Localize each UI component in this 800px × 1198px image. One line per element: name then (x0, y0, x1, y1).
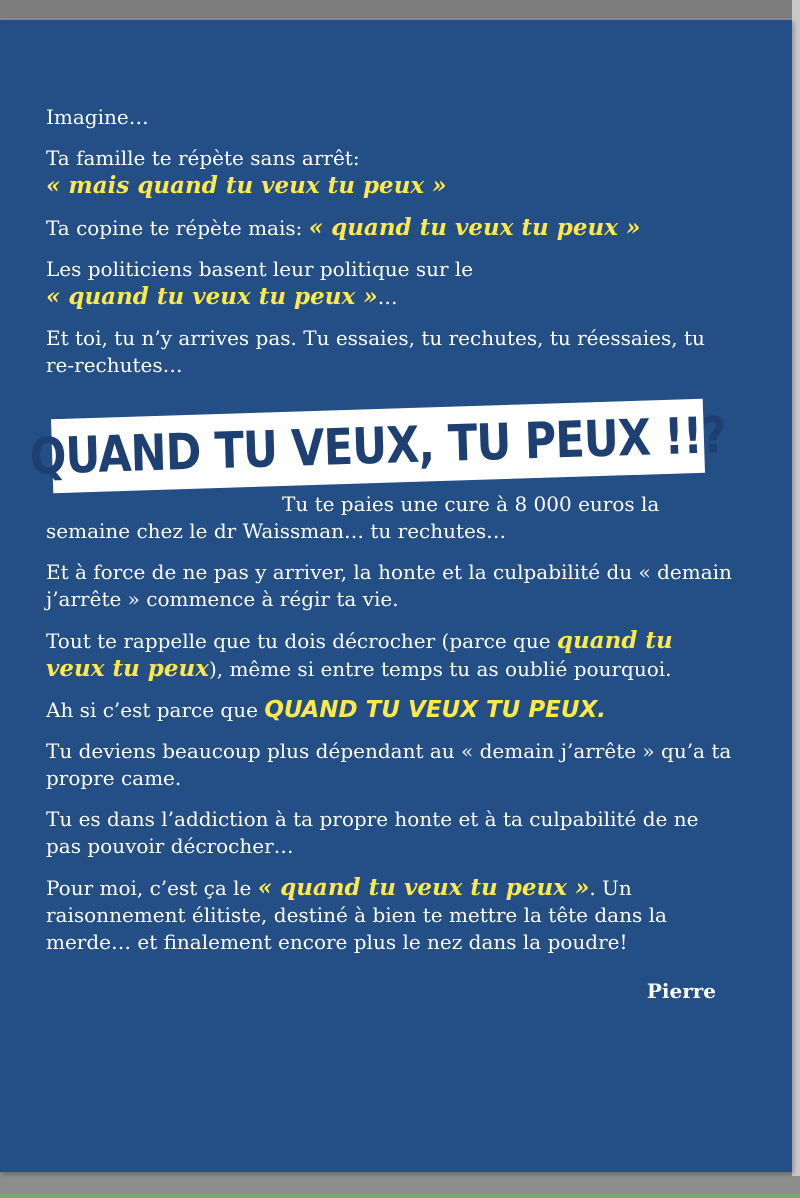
document-body (46, 104, 736, 1005)
paragraph-pour-moi (46, 874, 736, 956)
background-right-strip (792, 0, 800, 1198)
paragraph-cure (46, 491, 736, 545)
paragraph-text: Tu deviens beaucoup plus dépendant au « demain j’arrête » qu’a ta propre came. (46, 739, 732, 790)
paragraph-text: Tu te paies une cure à 8 000 euros la semaine chez le dr Waissman… tu rechutes… (46, 492, 660, 543)
paragraph-text: Tout te rappelle que tu dois décrocher (parce que (46, 629, 557, 653)
paragraph-politiciens (46, 256, 736, 311)
paragraph-honte (46, 559, 736, 613)
paragraph-tail: . Un raisonnement élitiste, destiné à bien te mettre la tête dans la merde… et finalement encore plus le nez dans la poudre! (46, 876, 667, 954)
paragraph-et-toi (46, 325, 736, 379)
paragraph-decrocher (46, 627, 736, 683)
paragraph-text: Et toi, tu n’y arrives pas. Tu essaies, tu rechutes, tu réessaies, tu re-rechutes… (46, 326, 705, 377)
highlight-uppercase: QUAND TU VEUX TU PEUX. (264, 697, 607, 723)
paragraph-text: Imagine… (46, 105, 149, 129)
paragraph-ah-si (46, 697, 736, 724)
signature: Pierre (646, 979, 716, 1003)
paragraph-tail: ), même si entre temps tu as oublié pourquoi. (208, 657, 672, 681)
paragraph-text: Pour moi, c’est ça le (46, 876, 258, 900)
paragraph-text: Ta copine te répète mais: (46, 216, 309, 240)
paragraph-text: Les politiciens basent leur politique sur le (46, 257, 474, 281)
highlight-quote: « quand tu veux tu peux » (46, 283, 378, 310)
paragraph-copine (46, 214, 736, 242)
background-top-strip (0, 0, 800, 18)
paragraph-famille (46, 145, 736, 200)
paragraph-imagine (46, 104, 736, 131)
background-bottom-accent (0, 1194, 800, 1198)
paragraph-dependant (46, 738, 736, 792)
paragraph-tail: … (377, 285, 398, 309)
paragraph-text: Ah si c’est parce que (46, 698, 265, 722)
highlight-quote: « mais quand tu veux tu peux » (46, 172, 447, 199)
highlight-quote: « quand tu veux tu peux » (308, 214, 641, 241)
paragraph-text: Tu es dans l’addiction à ta propre honte et à ta culpabilité de ne pas pouvoir décrocher… (46, 807, 699, 858)
highlight-quote: quand tu veux tu peux (46, 627, 673, 682)
paragraph-text: Ta famille te répète sans arrêt: (46, 146, 360, 170)
headline-banner-text: QUAND TU VEUX, TU PEUX !!? (29, 406, 727, 486)
paragraph-text: Et à force de ne pas y arriver, la honte et la culpabilité du « demain j’arrête » commence à régir ta vie. (46, 560, 732, 611)
highlight-quote: « quand tu veux tu peux » (257, 874, 590, 901)
paragraph-addiction (46, 806, 736, 860)
